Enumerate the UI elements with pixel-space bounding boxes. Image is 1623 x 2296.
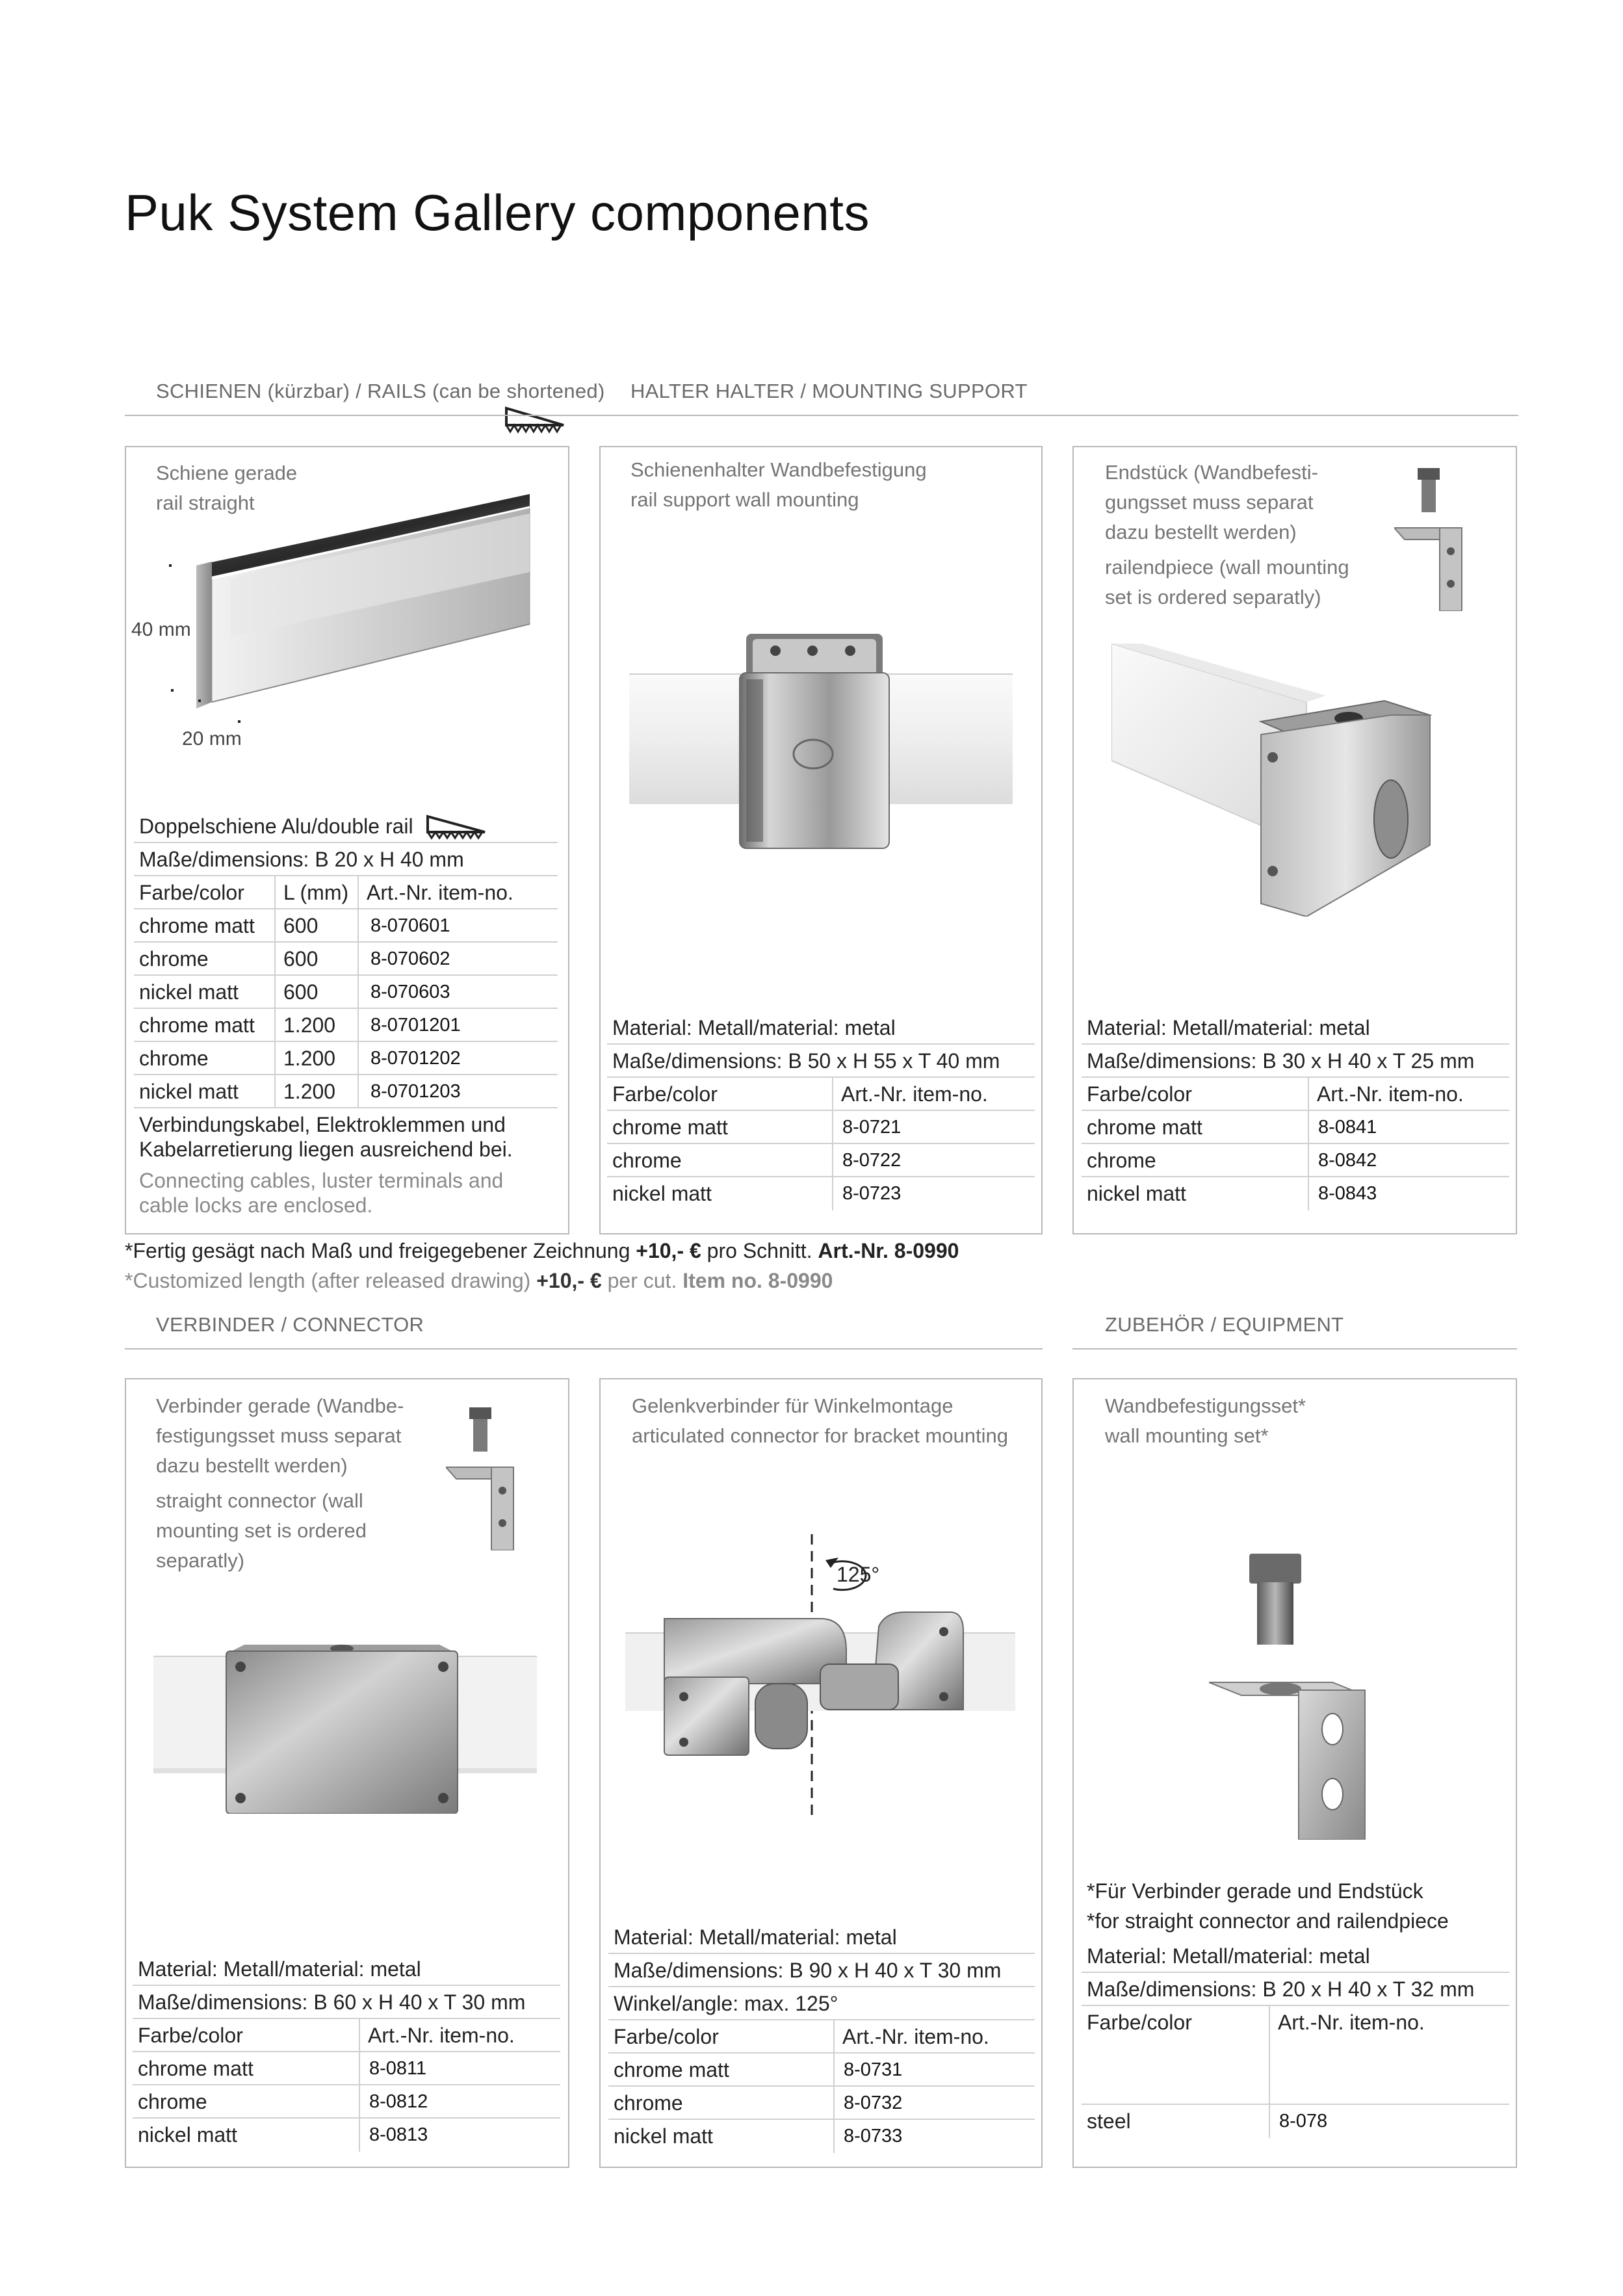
row-color: chrome matt (614, 2058, 729, 2081)
section-mounting-label: HALTER HALTER / MOUNTING SUPPORT (630, 380, 1028, 402)
row-length: 600 (283, 947, 318, 971)
row-length: 1.200 (283, 1047, 336, 1070)
endpiece-spec-table (1082, 1011, 1509, 1210)
section-rule (125, 415, 1518, 416)
row-color: chrome (614, 2091, 683, 2115)
table-row (133, 2085, 560, 2119)
dimensions-row (1082, 1973, 1509, 2006)
rail-width-dimension: 20 mm (182, 728, 242, 750)
rail-support-description: Schienenhalter Wandbefestigung rail support wall mounting (630, 458, 927, 511)
table-head (133, 2019, 560, 2052)
rail-spec-table (134, 810, 558, 1218)
note-de-line: Verbindungskabel, Elektroklemmen und (139, 1113, 506, 1136)
rail-dimensions: Maße/dimensions: B 20 x H 40 mm (139, 848, 464, 871)
wall-mounting-set-note (1087, 1876, 1449, 1936)
table-row (607, 1177, 1035, 1210)
table-row (133, 2052, 560, 2085)
row-item-no: 8-0843 (1318, 1183, 1377, 1204)
table-head (608, 2020, 1035, 2054)
rail-description: Schiene gerade rail straight (156, 462, 298, 514)
wall-mounting-set-description: Wandbefestigungsset* wall mounting set* (1105, 1394, 1306, 1447)
row-item-no: 8-070603 (370, 982, 450, 1002)
section-rule (125, 1348, 1043, 1350)
material: Material: Metall/material: metal (1087, 1944, 1370, 1968)
item-no-header: Art.-Nr. item-no. (841, 1082, 988, 1106)
material: Material: Metall/material: metal (138, 1957, 421, 1981)
note-en-line: cable locks are enclosed. (139, 1194, 373, 1217)
table-row (607, 1144, 1035, 1177)
section-rails-label: SCHIENEN (kürzbar) / RAILS (can be shortened) (156, 380, 605, 402)
angle-row (608, 1987, 1035, 2020)
endpiece-description: Endstück (Wandbefesti- gungsset muss separat dazu bestellt werden) railendpiece (wall mounting set is ordered separatly) (1105, 461, 1349, 608)
row-color: chrome matt (612, 1115, 728, 1139)
row-item-no: 8-0701201 (370, 1015, 461, 1036)
table-row (607, 1111, 1035, 1144)
note-en-line: Connecting cables, luster terminals and (139, 1169, 504, 1192)
section-rule (1072, 1348, 1517, 1350)
row-length: 1.200 (283, 1080, 336, 1103)
dimension-dot (238, 720, 240, 723)
item-no-header: Art.-Nr. item-no. (368, 2024, 515, 2047)
rail-dimensions-row (134, 843, 558, 876)
dimensions: Maße/dimensions: B 60 x H 40 x T 30 mm (138, 1990, 526, 2014)
material-row (133, 1953, 560, 1986)
straight-connector-spec-table (133, 1953, 560, 2152)
endpiece-image (1111, 644, 1475, 917)
rail-table-head (134, 876, 558, 909)
page-title: Puk System Gallery components (125, 184, 870, 241)
dimension-dot (171, 689, 174, 692)
row-item-no: 8-0731 (844, 2059, 903, 2080)
table-row (1082, 1144, 1509, 1177)
row-item-no: 8-0732 (844, 2093, 903, 2113)
row-color: chrome (139, 1047, 209, 1070)
row-color: nickel matt (139, 980, 239, 1004)
item-no-header: Art.-Nr. item-no. (1278, 2011, 1425, 2034)
dimensions-row (608, 1954, 1035, 1987)
item-no-header: Art.-Nr. item-no. (1317, 1082, 1464, 1106)
dimensions-row (1082, 1045, 1509, 1078)
row-item-no: 8-0722 (842, 1150, 902, 1171)
table-row (608, 2054, 1035, 2087)
custom-length-note-en: *Customized length (after released drawing) +10,- € per cut. Item no. 8-0990 (125, 1269, 833, 1292)
row-item-no: 8-0721 (842, 1117, 902, 1138)
row-item-no: 8-0701203 (370, 1081, 461, 1102)
row-length: 1.200 (283, 1013, 336, 1037)
rail-image (149, 494, 539, 741)
table-row (1082, 1177, 1509, 1210)
table-row (1082, 1111, 1509, 1144)
rail-note (134, 1108, 558, 1218)
material: Material: Metall/material: metal (614, 1925, 897, 1949)
table-row (134, 1042, 558, 1075)
row-color: nickel matt (139, 1080, 239, 1103)
material-row (608, 1921, 1035, 1954)
row-length: 600 (283, 914, 318, 937)
table-row (134, 1075, 558, 1108)
articulated-connector-spec-table (608, 1921, 1035, 2153)
item-no-header: Art.-Nr. item-no. (367, 881, 513, 904)
material-row (1082, 1011, 1509, 1045)
row-color: chrome (612, 1149, 682, 1172)
row-color: steel (1087, 2109, 1131, 2133)
row-item-no: 8-078 (1279, 2111, 1328, 2132)
dimensions-row (133, 1986, 560, 2019)
row-item-no: 8-0723 (842, 1183, 902, 1204)
row-item-no: 8-0701202 (370, 1048, 461, 1069)
color-header: Farbe/color (139, 881, 244, 904)
table-row (133, 2119, 560, 2152)
row-item-no: 8-070602 (370, 948, 450, 969)
rail-support-image (629, 634, 1013, 874)
rail-name: Doppelschiene Alu/double rail (139, 815, 413, 838)
table-head (1082, 2006, 1509, 2105)
rail-name-row (134, 810, 558, 843)
row-item-no: 8-0841 (1318, 1117, 1377, 1138)
row-color: chrome matt (1087, 1115, 1202, 1139)
straight-connector-image (153, 1645, 537, 1814)
row-item-no: 8-0813 (369, 2124, 428, 2145)
color-header: Farbe/color (614, 2025, 719, 2048)
table-row (608, 2120, 1035, 2153)
table-head (1082, 1078, 1509, 1111)
section-connector-label: VERBINDER / CONNECTOR (156, 1313, 424, 1336)
material: Material: Metall/material: metal (612, 1016, 896, 1039)
color-header: Farbe/color (612, 1082, 718, 1106)
dimensions: Maße/dimensions: B 20 x H 40 x T 32 mm (1087, 1977, 1475, 2001)
row-color: nickel matt (138, 2123, 237, 2146)
row-color: chrome matt (139, 914, 255, 937)
table-row (134, 1009, 558, 1042)
rail-height-dimension: 40 mm (131, 619, 191, 640)
item-no-header: Art.-Nr. item-no. (842, 2025, 989, 2048)
articulated-connector-description: Gelenkverbinder für Winkelmontage articulated connector for bracket mounting (632, 1394, 1008, 1447)
material: Material: Metall/material: metal (1087, 1016, 1370, 1039)
row-color: chrome (138, 2090, 207, 2113)
table-row (134, 909, 558, 943)
row-item-no: 8-0811 (369, 2058, 427, 2079)
row-color: chrome (1087, 1149, 1156, 1172)
section-equipment-label: ZUBEHÖR / EQUIPMENT (1105, 1313, 1344, 1336)
table-row (134, 976, 558, 1009)
articulated-connector-image (625, 1534, 1015, 1827)
wall-mounting-set-thumbnail (1394, 468, 1472, 611)
table-row (1082, 2105, 1509, 2138)
row-color: nickel matt (614, 2124, 713, 2148)
table-head (607, 1078, 1035, 1111)
row-item-no: 8-0733 (844, 2126, 903, 2146)
table-row (134, 943, 558, 976)
note-line: *Für Verbinder gerade und Endstück (1087, 1879, 1423, 1903)
table-row (608, 2087, 1035, 2120)
note-line: *for straight connector and railendpiece (1087, 1909, 1449, 1933)
row-color: chrome matt (138, 2057, 253, 2080)
color-header: Farbe/color (138, 2024, 243, 2047)
wall-mounting-set-image (1209, 1554, 1404, 1840)
rail-support-spec-table (607, 1011, 1035, 1210)
row-length: 600 (283, 980, 318, 1004)
dimensions: Maße/dimensions: B 50 x H 55 x T 40 mm (612, 1049, 1000, 1073)
row-color: nickel matt (612, 1182, 712, 1205)
row-item-no: 8-0842 (1318, 1150, 1377, 1171)
length-header: L (mm) (283, 881, 349, 904)
material-row (1082, 1940, 1509, 1973)
color-header: Farbe/color (1087, 2011, 1192, 2034)
color-header: Farbe/color (1087, 1082, 1192, 1106)
row-color: chrome matt (139, 1013, 255, 1037)
custom-length-note-de: *Fertig gesägt nach Maß und freigegebener Zeichnung +10,- € pro Schnitt. Art.-Nr. 8-0990 (125, 1239, 959, 1262)
straight-connector-description: Verbinder gerade (Wandbe- festigungsset muss separat dazu bestellt werden) straight connector (wall mounting set is ordered separatly) (156, 1394, 404, 1572)
dimensions: Maße/dimensions: B 90 x H 40 x T 30 mm (614, 1959, 1002, 1982)
row-item-no: 8-070601 (370, 915, 450, 936)
dimensions: Maße/dimensions: B 30 x H 40 x T 25 mm (1087, 1049, 1475, 1073)
dimension-dot (169, 564, 172, 567)
angle: Winkel/angle: max. 125° (614, 1992, 838, 2015)
wall-mounting-set-spec-table (1082, 1940, 1509, 2138)
row-color: nickel matt (1087, 1182, 1186, 1205)
material-row (607, 1011, 1035, 1045)
angle-label: 125° (837, 1563, 880, 1586)
note-de-line: Kabelarretierung liegen ausreichend bei. (139, 1138, 513, 1161)
saw-icon (504, 404, 569, 434)
row-color: chrome (139, 947, 209, 971)
row-item-no: 8-0812 (369, 2091, 428, 2112)
dimensions-row (607, 1045, 1035, 1078)
dimension-dot (198, 699, 201, 702)
wall-mounting-set-thumbnail (446, 1407, 524, 1550)
